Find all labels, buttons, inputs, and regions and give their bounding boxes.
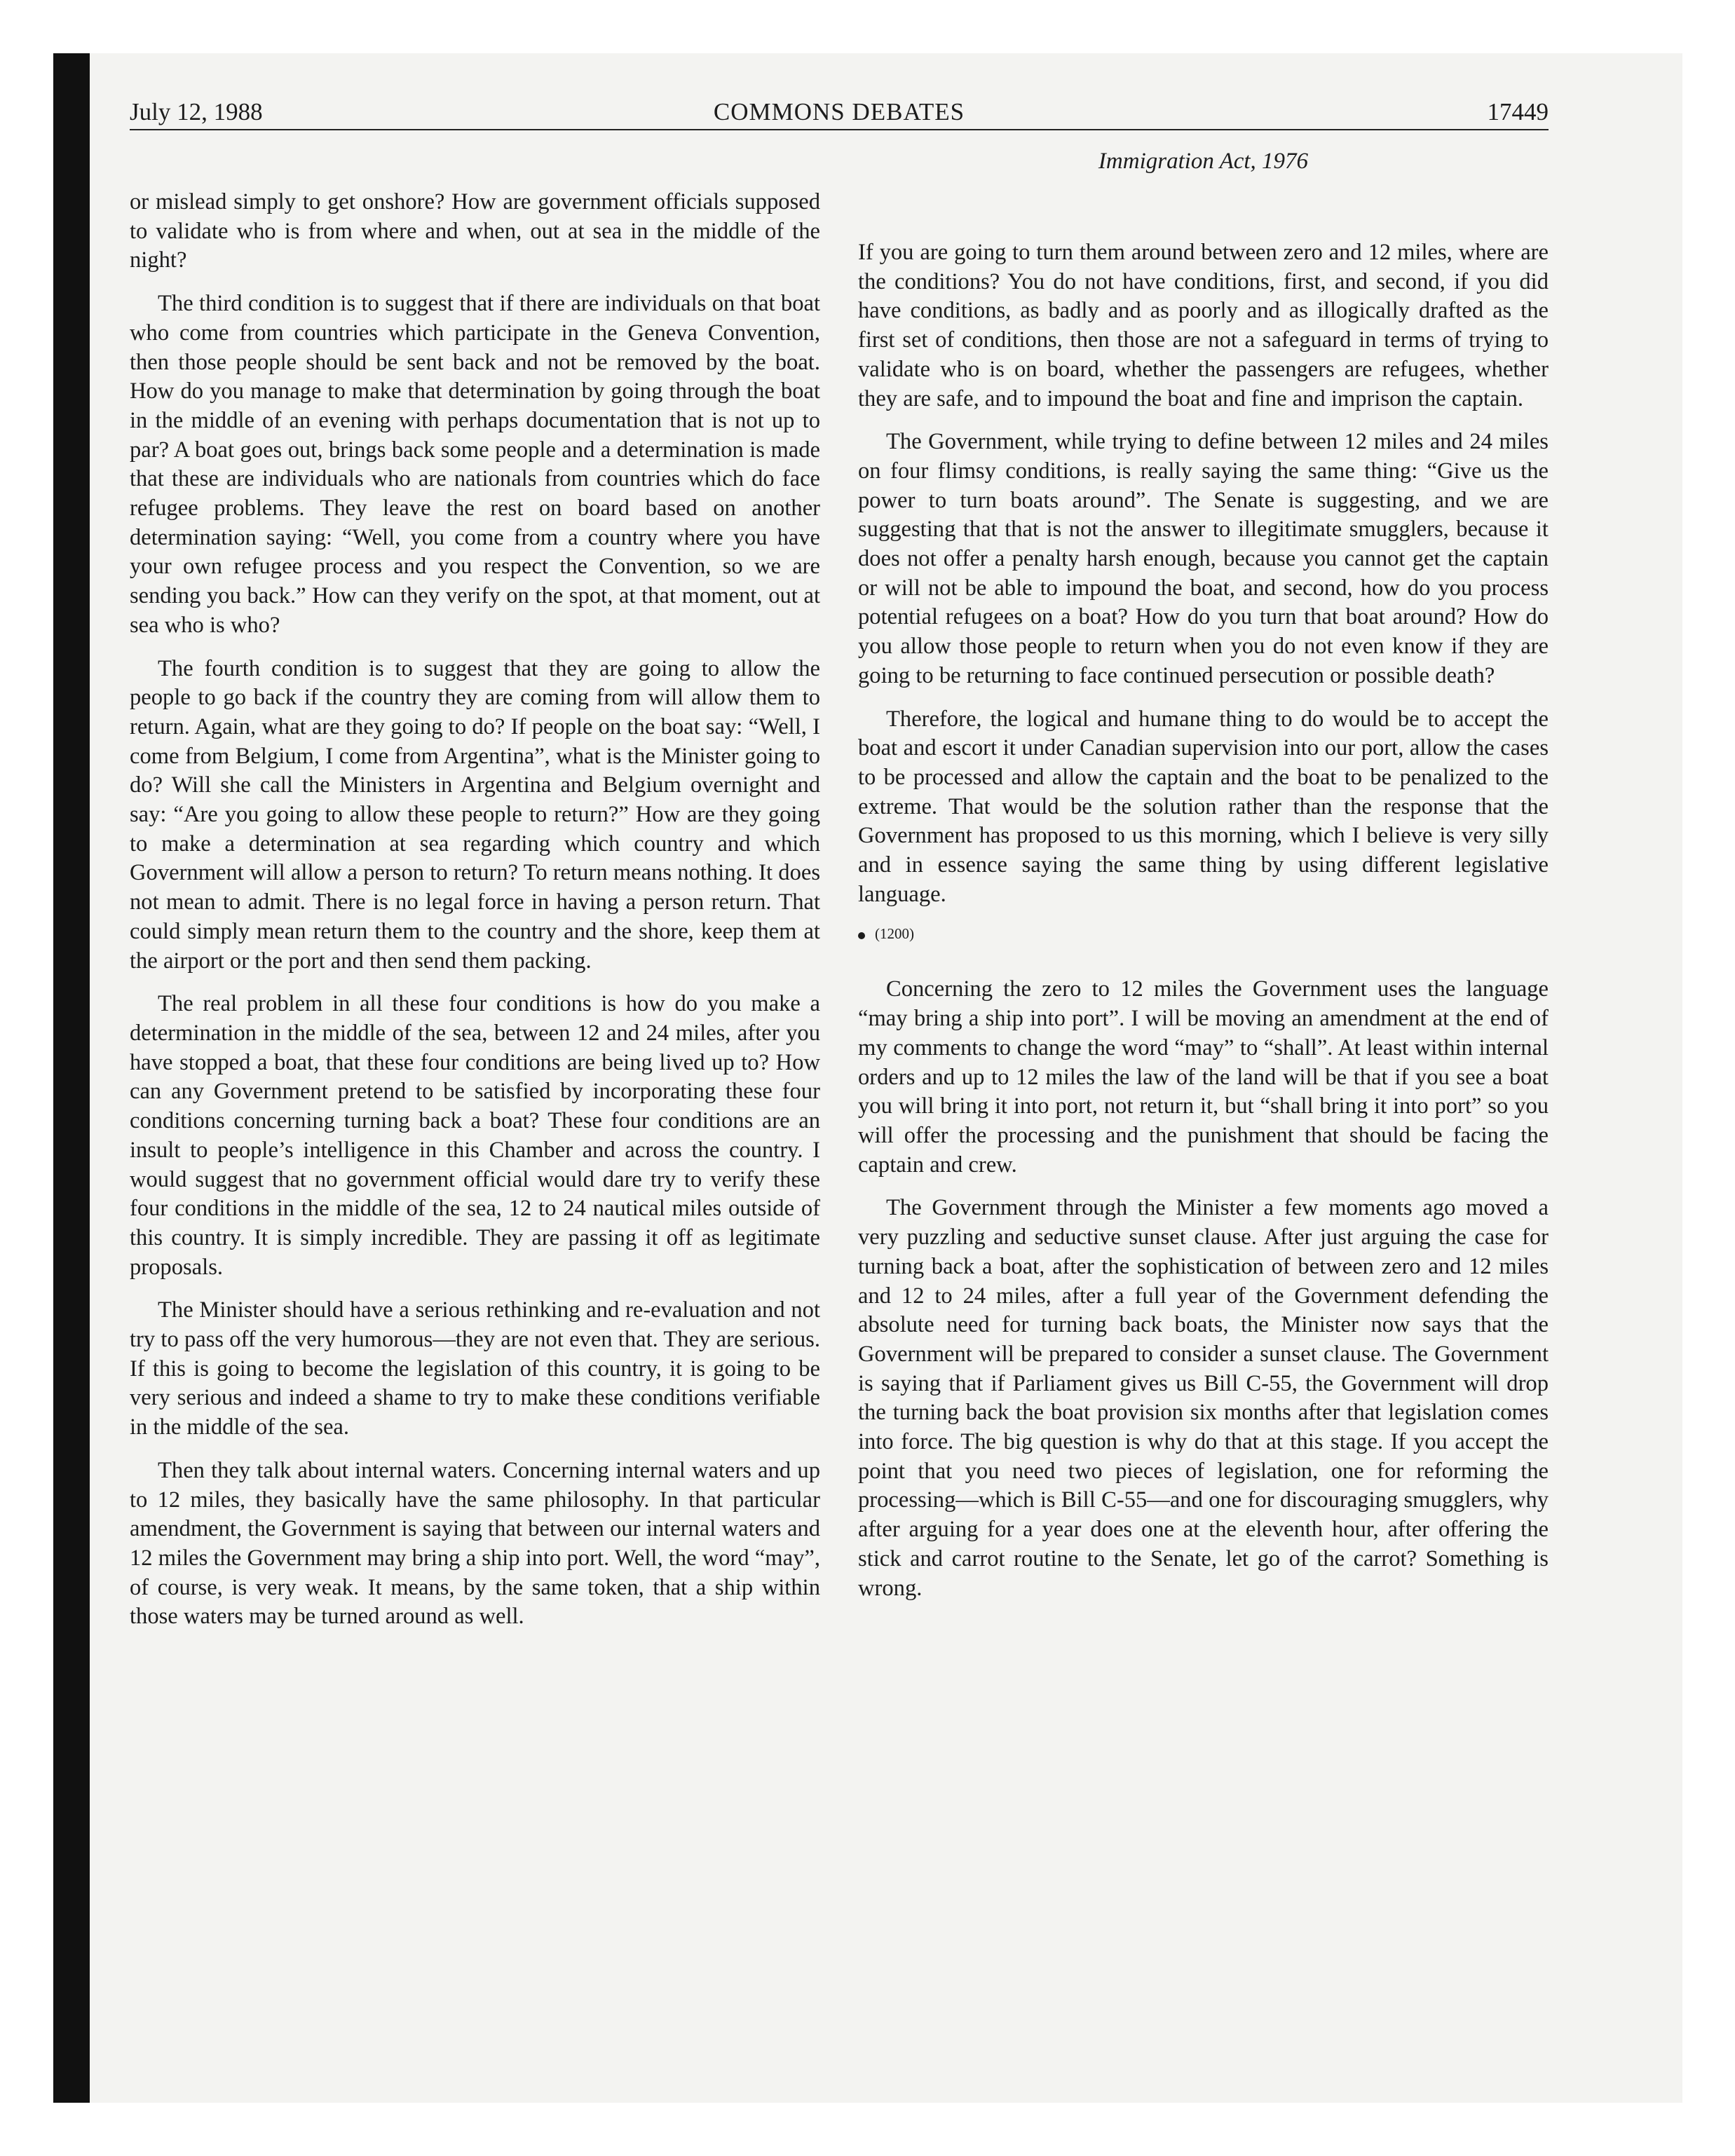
paragraph: Then they talk about internal waters. Concerning internal waters and up to 12 miles, they basically have the same philosophy. In that particular amendment, the Government is saying that between our internal waters and 12 miles the Government may bring a ship into port. Well, the word “may”, of course, is very weak. It means, by the same token, that a ship within those waters may be turned around as well. (130, 1457, 820, 1630)
paragraph: or mislead simply to get onshore? How are government officials supposed to validate who is from where and when, out at sea in the middle of the night? (130, 189, 820, 273)
section-subheading: Immigration Act, 1976 (1098, 149, 1309, 174)
scan-edge-strip (53, 53, 90, 2103)
right-column (858, 238, 1549, 1617)
paragraph: The Government through the Minister a few moments ago moved a very puzzling and seductive sunset clause. After just arguing the case for turning back a boat, after the sophistication of between zero and 12 miles and 12 to 24 miles, after a full year of the Government defending the absolute need for turning back boats, the Minister now says that the Government will be prepared to consider a sunset clause. The Government is saying that if Parliament gives us Bill C-55, the Government will drop the turning back the boat provision six months after that legislation comes into force. The big question is why do that at this stage. If you accept the point that you need two pieces of legislation, one for reforming the processing—which is Bill C-55—and one for discouraging smugglers, why after arguing for a year does one at the eleventh hour, after offering the stick and carrot routine to the Senate, let go of the carrot? Something is wrong. (858, 1195, 1549, 1601)
time-mark (858, 923, 1549, 944)
paragraph: The real problem in all these four conditions is how do you make a determination in the middle of the sea, between 12 and 24 miles, after you have stopped a boat, that these four conditions are being lived up to? How can any Government pretend to be satisfied by incorporating these four conditions concerning turning back a boat? These four conditions are an insult to people’s intelligence in this Chamber and across the country. I would suggest that no government official would dare try to verify these four conditions in the middle of the sea, 12 to 24 nautical miles outside of this country. It is simply incredible. They are passing it off as legitimate proposals. (130, 991, 820, 1280)
time-mark-label: (1200) (875, 925, 914, 943)
left-column (130, 188, 820, 1646)
header-date: July 12, 1988 (130, 98, 263, 125)
paragraph: Therefore, the logical and humane thing to do would be to accept the boat and escort it under Canadian supervision into our port, allow the cases to be processed and allow the captain and the boat to be penalized to the extreme. That would be the solution rather than the response that the Government has proposed to us this morning, which I believe is very silly and in essence saying the same thing by using different legislative language. (858, 706, 1549, 907)
page-header (130, 95, 1549, 130)
bullet-icon (858, 932, 865, 939)
header-publication: COMMONS DEBATES (713, 98, 965, 125)
paragraph: The Minister should have a serious rethinking and re-evaluation and not try to pass off the very humorous—they are not even that. They are serious. If this is going to become the legislation of this country, it is going to be very serious and indeed a shame to try to make these conditions verifiable in the middle of the sea. (130, 1297, 820, 1440)
paragraph: If you are going to turn them around between zero and 12 miles, where are the conditions? You do not have conditions, first, and second, if you did have conditions, as badly and as poorly and as illogically drafted as the first set of conditions, then those are not a safeguard in terms of trying to validate who is on board, whether the passengers are refugees, whether they are safe, and to impound the boat and fine and imprison the captain. (858, 240, 1549, 411)
paragraph: Concerning the zero to 12 miles the Government uses the language “may bring a ship into port”. I will be moving an amendment at the end of my comments to change the word “may” to “shall”. At least within internal orders and up to 12 miles the law of the land will be that if you see a boat you will bring it into port, not return it, but “shall bring it into port” so you will offer the processing and the punishment that should be facing the captain and crew. (858, 976, 1549, 1178)
paragraph: The fourth condition is to suggest that they are going to allow the people to go back if the country they are coming from will allow them to return. Again, what are they going to do? If people on the boat say: “Well, I come from Belgium, I come from Argentina”, what is the Minister going to do? Will she call the Ministers in Argentina and Belgium overnight and say: “Are you going to allow these people to return?” How are they going to make a determination at sea regarding which country and which Government will allow a person to return? To return means nothing. It does not mean to admit. There is no legal force in having a person return. That could simply mean return them to the country and the shore, keep them at the airport or the port and then send them packing. (130, 655, 820, 974)
header-page-number: 17449 (1487, 98, 1549, 125)
paragraph: The third condition is to suggest that if there are individuals on that boat who come from countries which participate in the Geneva Convention, then those people should be sent back and not be removed by the boat. How do you manage to make that determination by going through the boat in the middle of an evening with perhaps documentation that is not up to par? A boat goes out, brings back some people and a determination is made that these are individuals who are nationals from countries which do face refugee problems. They leave the rest on board based on another determination saying: “Well, you come from a country where you have your own refugee process and you respect the Convention, so we are sending you back.” How can they verify on the spot, at that moment, out at sea who is who? (130, 291, 820, 638)
paragraph: The Government, while trying to define between 12 miles and 24 miles on four flimsy conditions, is really saying the same thing: “Give us the power to turn boats around”. The Senate is suggesting, and we are suggesting that that is not the answer to illegitimate smugglers, because it does not offer a penalty harsh enough, because you cannot get the captain or will not be able to impound the boat, and second, how do you process potential refugees on a boat? How do you turn that boat around? How do you allow those people to return when you do not even know if they are going to be returning to face continued persecution or possible death? (858, 429, 1549, 688)
